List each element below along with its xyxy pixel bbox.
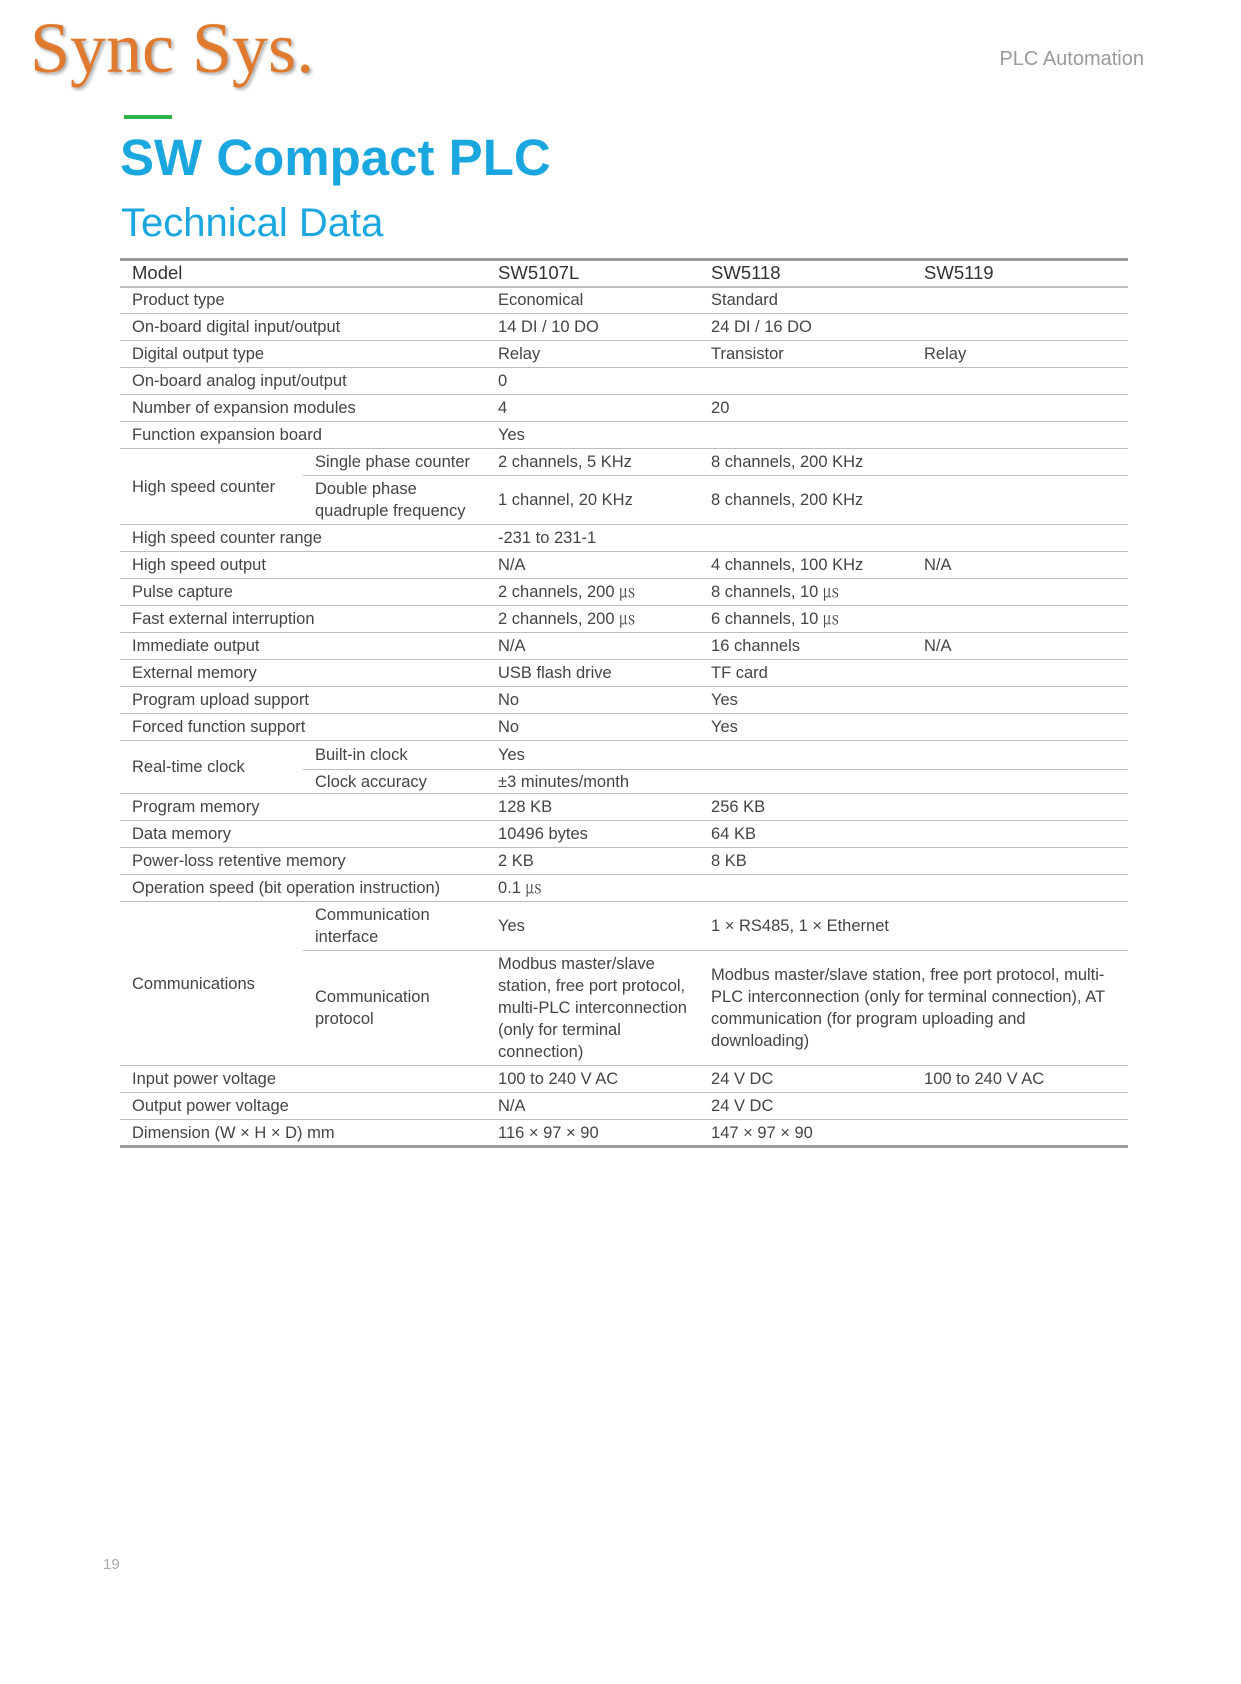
header-sw5119: SW5119	[912, 260, 1128, 287]
row-label: High speed counter range	[120, 525, 486, 552]
cell-value: -231 to 231-1	[486, 525, 699, 552]
page-subtitle: Technical Data	[121, 201, 384, 245]
cell-value: 8 channels, 200 KHz	[699, 449, 912, 476]
cell-value: No	[486, 687, 699, 714]
cell-value	[912, 395, 1128, 422]
row-label: On-board analog input/output	[120, 368, 486, 395]
cell-value: N/A	[912, 633, 1128, 660]
row-label: Operation speed (bit operation instruction)	[120, 875, 486, 902]
cell-value: 4	[486, 395, 699, 422]
cell-value: TF card	[699, 660, 912, 687]
cell-value: 10496 bytes	[486, 821, 699, 848]
cell-value: 2 channels, 200 ㎲	[486, 606, 699, 633]
cell-value: 14 DI / 10 DO	[486, 314, 699, 341]
cell-value: Relay	[486, 341, 699, 368]
cell-value: N/A	[912, 552, 1128, 579]
table-row	[120, 633, 1128, 660]
accent-divider	[124, 115, 172, 119]
row-sublabel: Clock accuracy	[303, 770, 486, 794]
cell-value: N/A	[486, 552, 699, 579]
cell-value: 0	[486, 368, 699, 395]
table-row	[120, 660, 1128, 687]
row-label: Function expansion board	[120, 422, 486, 449]
cell-value	[912, 449, 1128, 476]
cell-value: Modbus master/slave station, free port protocol, multi-PLC interconnection (only for terminal connection)	[486, 951, 699, 1066]
row-label: Fast external interruption	[120, 606, 486, 633]
cell-value: Modbus master/slave station, free port protocol, multi-PLC interconnection (only for terminal connection), AT communication (for program uploading and downloading)	[699, 951, 1128, 1066]
cell-value: Yes	[486, 902, 699, 951]
row-sublabel: Communication protocol	[303, 951, 486, 1066]
table-row	[120, 687, 1128, 714]
cell-value	[699, 770, 912, 794]
cell-value: ±3 minutes/month	[486, 770, 699, 794]
row-label: Power-loss retentive memory	[120, 848, 486, 875]
cell-value: 24 V DC	[699, 1093, 912, 1120]
cell-value: 20	[699, 395, 912, 422]
cell-value: N/A	[486, 1093, 699, 1120]
cell-value: Economical	[486, 287, 699, 314]
cell-value	[912, 875, 1128, 902]
row-label: Data memory	[120, 821, 486, 848]
cell-value: Yes	[486, 741, 699, 770]
table-row	[120, 314, 1128, 341]
table-row	[120, 821, 1128, 848]
row-label: Output power voltage	[120, 1093, 486, 1120]
cell-value	[912, 525, 1128, 552]
table-row	[120, 902, 1128, 951]
cell-value	[912, 687, 1128, 714]
cell-value	[912, 287, 1128, 314]
cell-value	[912, 714, 1128, 741]
table-row	[120, 1093, 1128, 1120]
row-label: External memory	[120, 660, 486, 687]
cell-value: 100 to 240 V AC	[912, 1066, 1128, 1093]
table-row	[120, 875, 1128, 902]
row-group-label: High speed counter	[120, 449, 303, 525]
cell-value	[912, 579, 1128, 606]
row-label: Forced function support	[120, 714, 486, 741]
cell-value: 147 × 97 × 90	[699, 1120, 912, 1147]
cell-value	[699, 741, 912, 770]
row-label: On-board digital input/output	[120, 314, 486, 341]
row-sublabel: Built-in clock	[303, 741, 486, 770]
row-label: Program memory	[120, 794, 486, 821]
table-row	[120, 1066, 1128, 1093]
cell-value: 256 KB	[699, 794, 912, 821]
page-number: 19	[103, 1556, 120, 1573]
row-group-label: Real-time clock	[120, 741, 303, 794]
cell-value: 116 × 97 × 90	[486, 1120, 699, 1147]
cell-value	[912, 476, 1128, 525]
row-sublabel: Double phase quadruple frequency	[303, 476, 486, 525]
cell-value: 1 channel, 20 KHz	[486, 476, 699, 525]
cell-value	[912, 794, 1128, 821]
table-row	[120, 741, 1128, 770]
cell-value: 64 KB	[699, 821, 912, 848]
table-row	[120, 395, 1128, 422]
cell-value	[699, 525, 912, 552]
cell-value	[912, 1120, 1128, 1147]
cell-value	[912, 606, 1128, 633]
row-label: Digital output type	[120, 341, 486, 368]
cell-value	[699, 422, 912, 449]
cell-value: Yes	[486, 422, 699, 449]
cell-value: USB flash drive	[486, 660, 699, 687]
cell-value: 24 V DC	[699, 1066, 912, 1093]
cell-value	[912, 821, 1128, 848]
row-label: Input power voltage	[120, 1066, 486, 1093]
cell-value: Standard	[699, 287, 912, 314]
cell-value: 6 channels, 10 ㎲	[699, 606, 912, 633]
cell-value	[912, 741, 1128, 770]
row-label: Immediate output	[120, 633, 486, 660]
technical-data-table	[120, 258, 1128, 1148]
header-category: PLC Automation	[999, 48, 1144, 70]
table-row	[120, 422, 1128, 449]
cell-value	[699, 875, 912, 902]
table-row	[120, 368, 1128, 395]
header-sw5118: SW5118	[699, 260, 912, 287]
table-row	[120, 552, 1128, 579]
cell-value: 1 × RS485, 1 × Ethernet	[699, 902, 1128, 951]
cell-value: 128 KB	[486, 794, 699, 821]
cell-value: 2 channels, 5 KHz	[486, 449, 699, 476]
table-row	[120, 794, 1128, 821]
cell-value: 16 channels	[699, 633, 912, 660]
cell-value: Yes	[699, 687, 912, 714]
cell-value: 2 channels, 200 ㎲	[486, 579, 699, 606]
cell-value: No	[486, 714, 699, 741]
table-row	[120, 341, 1128, 368]
row-label: Program upload support	[120, 687, 486, 714]
table-row	[120, 848, 1128, 875]
cell-value	[912, 368, 1128, 395]
row-sublabel: Single phase counter	[303, 449, 486, 476]
cell-value: Transistor	[699, 341, 912, 368]
table-header-row	[120, 260, 1128, 287]
row-group-label: Communications	[120, 902, 303, 1066]
cell-value: 24 DI / 16 DO	[699, 314, 912, 341]
cell-value	[912, 770, 1128, 794]
cell-value: 0.1 ㎲	[486, 875, 699, 902]
company-logo: Sync Sys.	[30, 8, 315, 88]
cell-value	[912, 314, 1128, 341]
table-row	[120, 606, 1128, 633]
cell-value	[912, 660, 1128, 687]
cell-value: 100 to 240 V AC	[486, 1066, 699, 1093]
row-label: Number of expansion modules	[120, 395, 486, 422]
cell-value: 8 channels, 200 KHz	[699, 476, 912, 525]
cell-value	[699, 368, 912, 395]
row-label: Pulse capture	[120, 579, 486, 606]
table-row	[120, 449, 1128, 476]
cell-value: 4 channels, 100 KHz	[699, 552, 912, 579]
row-label: High speed output	[120, 552, 486, 579]
row-label: Product type	[120, 287, 486, 314]
row-sublabel: Communication interface	[303, 902, 486, 951]
table-row	[120, 525, 1128, 552]
table-row	[120, 287, 1128, 314]
cell-value	[912, 848, 1128, 875]
cell-value: Yes	[699, 714, 912, 741]
cell-value: 8 channels, 10 ㎲	[699, 579, 912, 606]
cell-value	[912, 422, 1128, 449]
header-sw5107l: SW5107L	[486, 260, 699, 287]
page-title: SW Compact PLC	[120, 129, 551, 186]
table-row	[120, 714, 1128, 741]
cell-value: Relay	[912, 341, 1128, 368]
cell-value: 8 KB	[699, 848, 912, 875]
row-label: Dimension (W × H × D) mm	[120, 1120, 486, 1147]
table-row	[120, 579, 1128, 606]
table-row	[120, 1120, 1128, 1147]
cell-value: N/A	[486, 633, 699, 660]
header-model: Model	[120, 260, 486, 287]
cell-value: 2 KB	[486, 848, 699, 875]
cell-value	[912, 1093, 1128, 1120]
